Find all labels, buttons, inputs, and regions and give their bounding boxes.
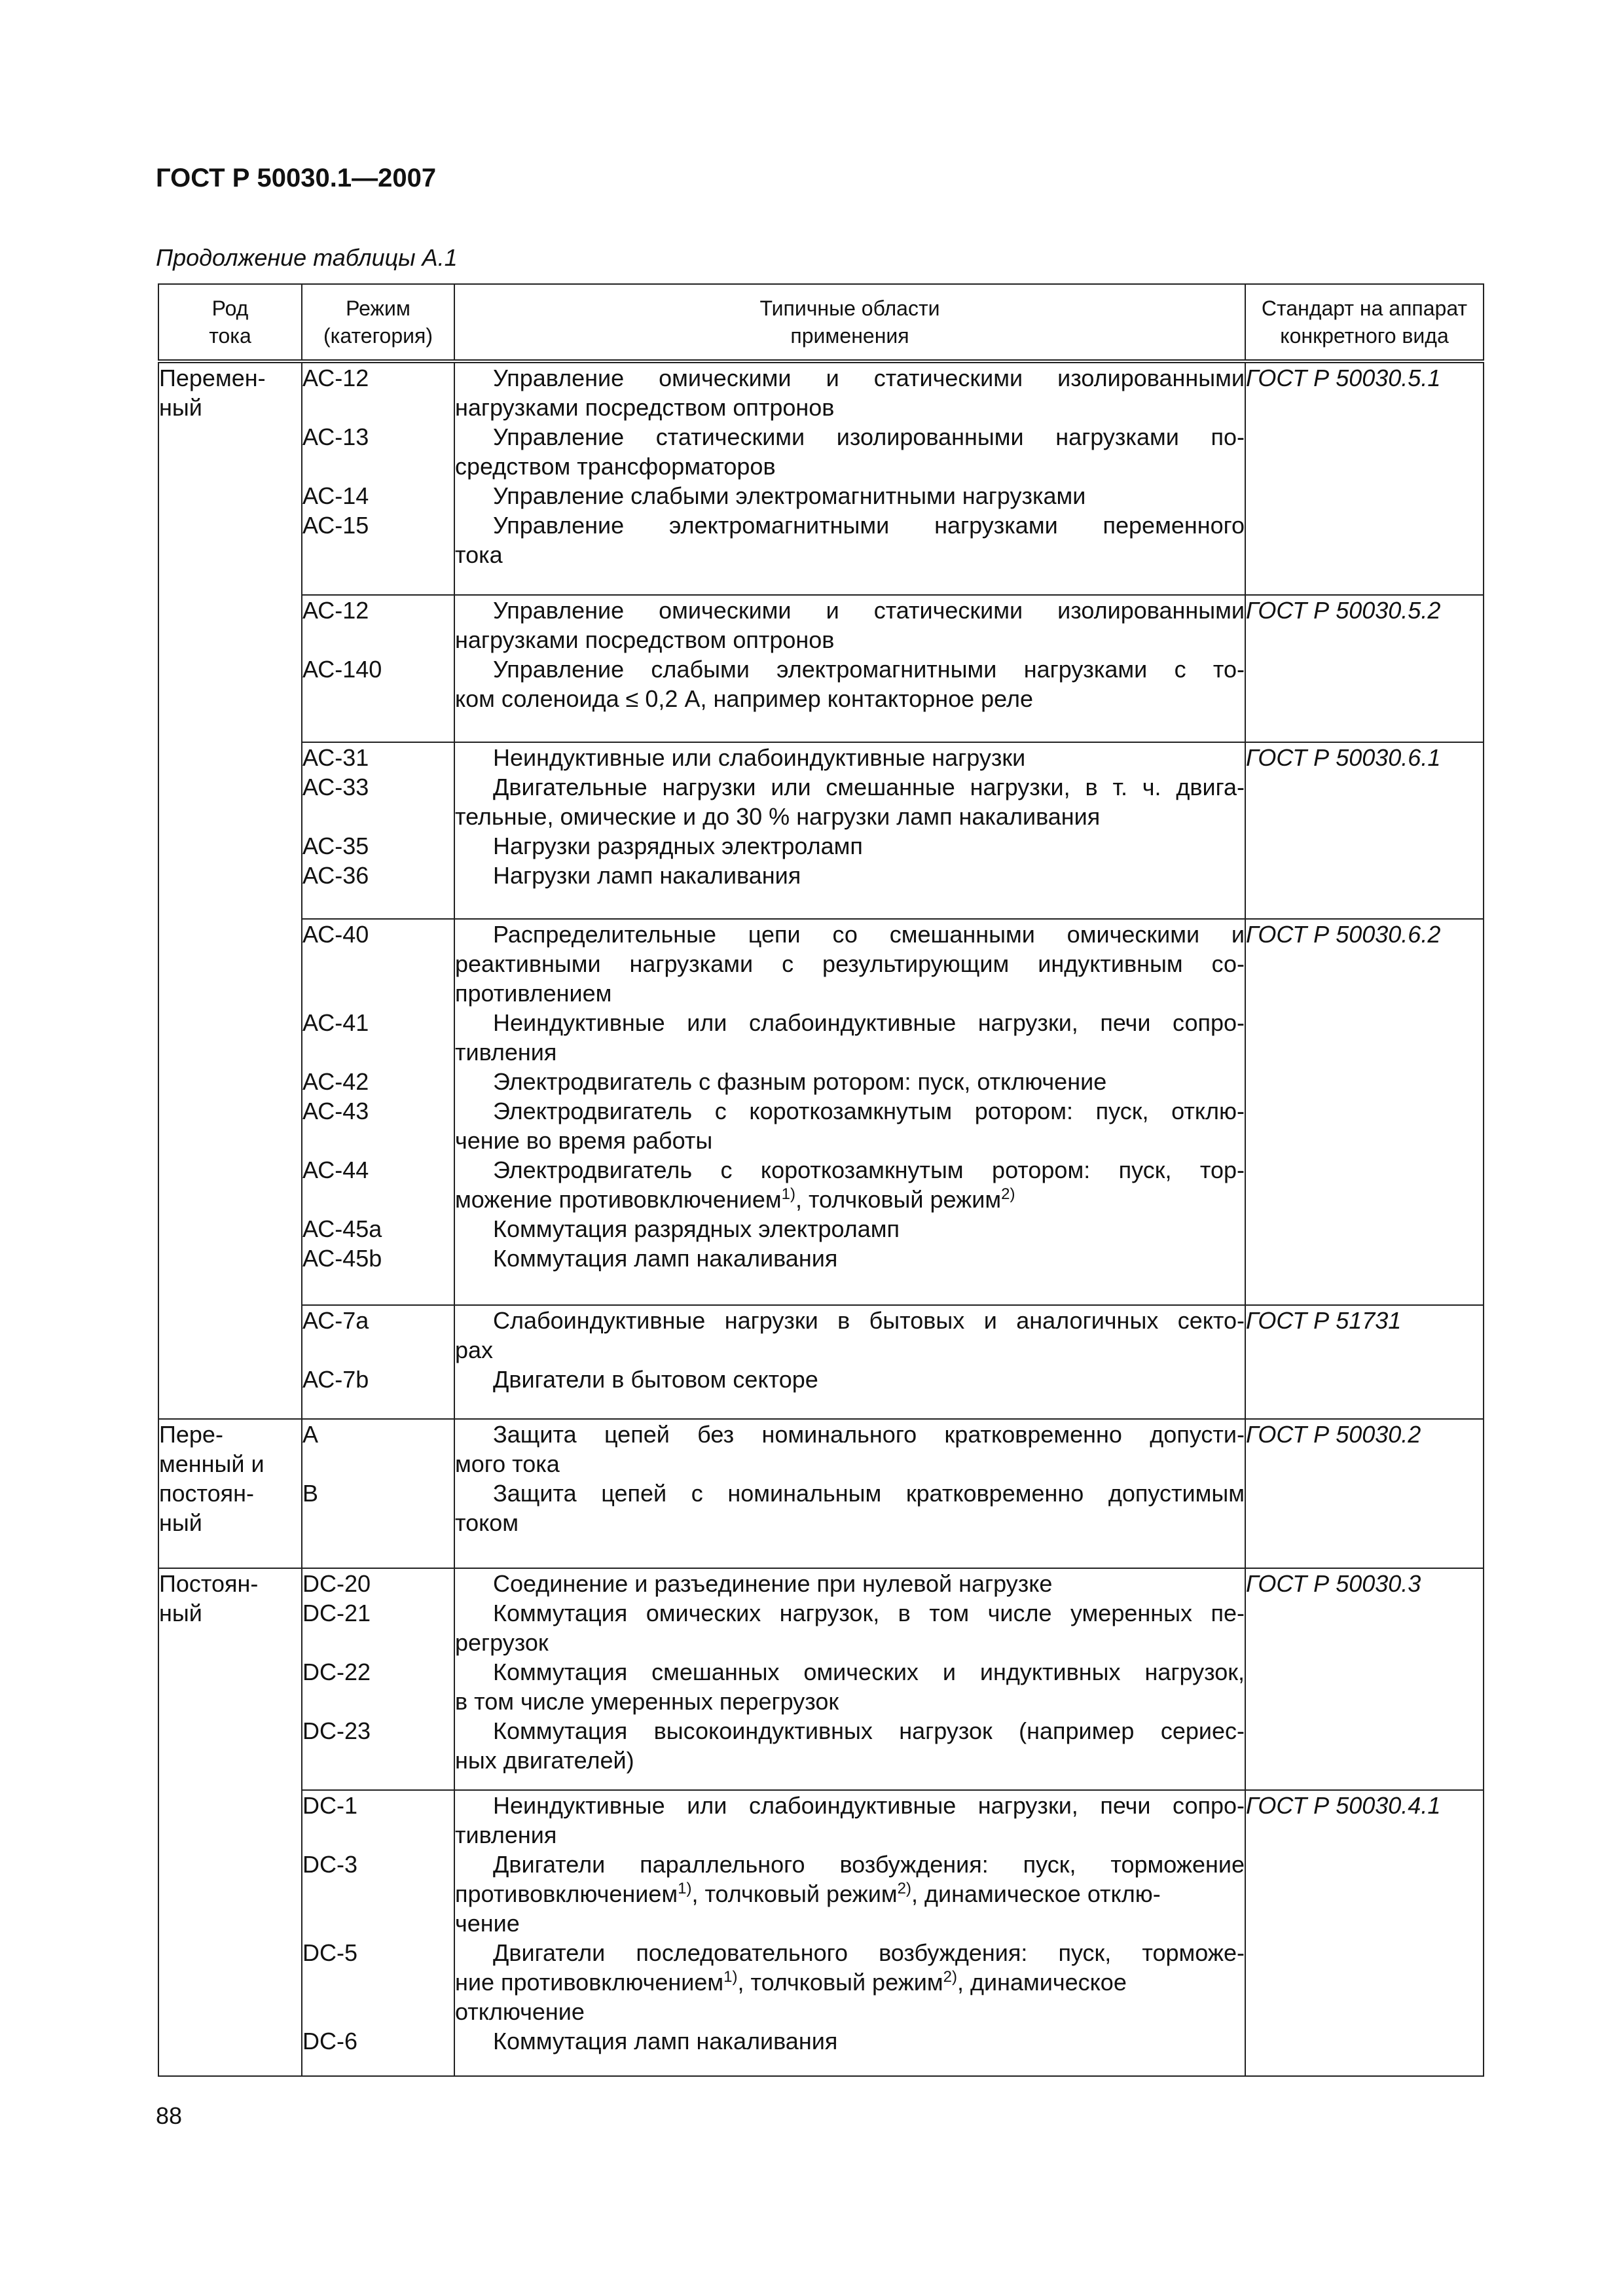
header-text: конкретного вида: [1280, 324, 1449, 348]
application-text: Слабоиндуктивные нагрузки в бытовых и аналогичных секто-: [493, 1307, 1245, 1334]
mode-code: DC-3: [302, 1851, 358, 1878]
mode-code: АС-44: [302, 1157, 369, 1183]
standard-cell: ГОСТ Р 50030.3: [1245, 1568, 1484, 1790]
current-kind-text: ный: [159, 1600, 202, 1626]
application-text: Неиндуктивные или слабоиндуктивные нагрузки, печи сопро-: [493, 1792, 1245, 1819]
mode-code: АС-43: [302, 1098, 369, 1124]
application-text: Коммутация смешанных омических и индуктивных нагрузок,: [493, 1659, 1245, 1685]
application-text-part: противовключением: [455, 1880, 678, 1907]
table-row: [158, 361, 1484, 595]
application-text: Управление омическими и статическими изолированными: [493, 365, 1245, 391]
mode-code: DC-21: [302, 1600, 371, 1626]
mode-code: [302, 1879, 454, 1909]
standard-cell: ГОСТ Р 50030.2: [1245, 1419, 1484, 1568]
application-text-part: , динамическое: [957, 1969, 1127, 1996]
standard-cell: ГОСТ Р 50030.5.2: [1245, 595, 1484, 742]
table-caption: Продолжение таблицы А.1: [156, 244, 458, 271]
table-row: [158, 595, 1484, 742]
mode-cell: [302, 1790, 454, 2076]
application-text: Управление слабыми электромагнитными нагрузками: [493, 482, 1086, 509]
mode-code: [302, 1909, 454, 1938]
footnote-ref: 2): [897, 1880, 911, 1897]
application-text: чение во время работы: [455, 1127, 713, 1154]
table-row: [158, 1305, 1484, 1419]
mode-code: [302, 1037, 454, 1067]
page-number: 88: [156, 2102, 183, 2129]
mode-code: АС-7a: [302, 1307, 369, 1334]
standard-cell: ГОСТ Р 50030.5.1: [1245, 361, 1484, 595]
standard-cell: ГОСТ Р 51731: [1245, 1305, 1484, 1419]
applications-cell: [454, 1305, 1245, 1419]
mode-code: АС-45a: [302, 1215, 382, 1242]
table-row: [158, 1419, 1484, 1568]
application-text: Двигательные нагрузки или смешанные нагрузки, в т. ч. двига-: [493, 774, 1245, 800]
applications-cell: [454, 1790, 1245, 2076]
header-text: Режим: [346, 296, 410, 320]
application-text: Соединение и разъединение при нулевой нагрузке: [493, 1570, 1053, 1597]
footnote-ref: 2): [943, 1968, 957, 1986]
application-text-part: , толчковый режим: [691, 1880, 898, 1907]
mode-code: DC-1: [302, 1792, 358, 1819]
mode-code: DC-6: [302, 2028, 358, 2054]
application-text: тивления: [455, 1821, 557, 1848]
table-row: [158, 919, 1484, 1305]
mode-code: [302, 625, 454, 655]
current-kind-cell: [158, 361, 302, 1419]
mode-code: [302, 1820, 454, 1850]
application-text: Неиндуктивные или слабоиндуктивные нагрузки, печи сопро-: [493, 1009, 1245, 1036]
mode-code: АС-14: [302, 482, 369, 509]
mode-cell: [302, 1419, 454, 1568]
application-text: регрузок: [455, 1629, 549, 1656]
mode-code: АС-13: [302, 423, 369, 450]
application-text: чение: [455, 1910, 520, 1937]
mode-cell: [302, 742, 454, 919]
standard-cell: ГОСТ Р 50030.6.1: [1245, 742, 1484, 919]
mode-code: АС-12: [302, 365, 369, 391]
header-text: (категория): [323, 324, 433, 348]
mode-code: DC-22: [302, 1659, 371, 1685]
footnote-ref: 1): [723, 1968, 738, 1986]
application-text-part: , толчковый режим: [737, 1969, 943, 1996]
standard-cell: ГОСТ Р 50030.6.2: [1245, 919, 1484, 1305]
application-text: рах: [455, 1336, 494, 1363]
mode-code: АС-35: [302, 833, 369, 859]
header-text: тока: [209, 324, 251, 348]
document-title: ГОСТ Р 50030.1—2007: [156, 164, 437, 192]
header-current-kind: [158, 284, 302, 361]
application-text-part: можение противовключением: [455, 1186, 782, 1213]
mode-code: АС-45b: [302, 1245, 382, 1272]
application-text: мого тока: [455, 1450, 560, 1477]
application-text: ных двигателей): [455, 1747, 634, 1774]
application-text: средством трансформаторов: [455, 453, 776, 480]
mode-code: АС-41: [302, 1009, 369, 1036]
current-kind-cell: [158, 1568, 302, 2076]
application-text: Двигатели параллельного возбуждения: пуск, торможение: [493, 1851, 1245, 1878]
application-text-part: ние противовключением: [455, 1969, 724, 1996]
applications-cell: [454, 595, 1245, 742]
mode-code: [302, 978, 454, 1008]
current-kind-text: постоян-: [159, 1480, 254, 1507]
footnote-ref: 1): [781, 1185, 795, 1203]
application-text: тока: [455, 541, 503, 568]
mode-code: DC-23: [302, 1717, 371, 1744]
application-text: в том числе умеренных перегрузок: [455, 1688, 839, 1715]
application-text: Двигатели в бытовом секторе: [493, 1366, 818, 1393]
application-text: Управление слабыми электромагнитными нагрузками с то-: [493, 656, 1245, 683]
application-text: нагрузками посредством оптронов: [455, 394, 835, 421]
application-text: Коммутация разрядных электроламп: [493, 1215, 900, 1242]
mode-code: АС-33: [302, 774, 369, 800]
application-text: [455, 1879, 1245, 1909]
application-text: [455, 1967, 1245, 1997]
application-text: Электродвигатель с короткозамкнутым ротором: пуск, тор-: [493, 1157, 1245, 1183]
mode-code: АС-12: [302, 597, 369, 624]
applications-cell: [454, 1419, 1245, 1568]
application-text: Управление омическими и статическими изолированными: [493, 597, 1245, 624]
mode-code: [302, 949, 454, 978]
current-kind-text: ный: [159, 394, 202, 421]
mode-cell: [302, 919, 454, 1305]
application-text: Нагрузки ламп накаливания: [493, 862, 801, 889]
current-kind-cell: [158, 1419, 302, 1568]
applications-cell: [454, 919, 1245, 1305]
application-text: Управление электромагнитными нагрузками переменного: [493, 512, 1245, 539]
header-applications: [454, 284, 1245, 361]
mode-code: DC-5: [302, 1939, 358, 1966]
standards-table: [158, 283, 1484, 2077]
mode-code: АС-7b: [302, 1366, 369, 1393]
current-kind-text: Перемен-: [159, 365, 266, 391]
mode-code: [302, 1967, 454, 1997]
application-text: Электродвигатель с короткозамкнутым ротором: пуск, отклю-: [493, 1098, 1245, 1124]
application-text: тельные, омические и до 30 % нагрузки ламп накаливания: [455, 803, 1101, 830]
mode-cell: [302, 1305, 454, 1419]
current-kind-text: менный и: [159, 1450, 264, 1477]
application-text: Коммутация высокоиндуктивных нагрузок (например сериес-: [493, 1717, 1245, 1744]
mode-code: [302, 1126, 454, 1155]
application-text: Двигатели последовательного возбуждения: пуск, торможе-: [493, 1939, 1245, 1966]
application-text: [455, 1185, 1245, 1214]
standard-cell: ГОСТ Р 50030.4.1: [1245, 1790, 1484, 2076]
mode-code: [302, 393, 454, 422]
application-text: Распределительные цепи со смешанными омическими и: [493, 921, 1245, 948]
mode-code: [302, 1335, 454, 1365]
mode-code: [302, 452, 454, 481]
table-row: [158, 1790, 1484, 2076]
mode-code: АС-140: [302, 656, 382, 683]
mode-cell: [302, 361, 454, 595]
application-text: Управление статическими изолированными нагрузками по-: [493, 423, 1245, 450]
application-text: Нагрузки разрядных электроламп: [493, 833, 863, 859]
application-text: Коммутация омических нагрузок, в том числе умеренных пе-: [493, 1600, 1245, 1626]
application-text: Защита цепей без номинального кратковременно допусти-: [493, 1421, 1245, 1448]
current-kind-text: Пере-: [159, 1421, 223, 1448]
footnote-ref: 2): [1001, 1185, 1015, 1203]
current-kind-text: ный: [159, 1509, 202, 1536]
application-text: ком соленоида ≤ 0,2 А, например контакторное реле: [455, 685, 1034, 712]
mode-code: [302, 1687, 454, 1716]
application-text: реактивными нагрузками с результирующим индуктивным со-: [455, 950, 1245, 977]
header-text: Род: [211, 296, 249, 320]
header-text: применения: [790, 324, 909, 348]
mode-code: [302, 1997, 454, 2026]
mode-code: [302, 1185, 454, 1214]
applications-cell: [454, 742, 1245, 919]
mode-cell: [302, 595, 454, 742]
mode-code: В: [302, 1480, 319, 1507]
header-text: Типичные области: [759, 296, 940, 320]
application-text: нагрузками посредством оптронов: [455, 626, 835, 653]
table-row: [158, 1568, 1484, 1790]
application-text: тивления: [455, 1039, 557, 1066]
applications-cell: [454, 1568, 1245, 1790]
mode-code: [302, 1449, 454, 1479]
footnote-ref: 1): [678, 1880, 692, 1897]
application-text: отключение: [455, 1998, 585, 2025]
application-text: Электродвигатель с фазным ротором: пуск, отключение: [493, 1068, 1107, 1095]
table-row: [158, 742, 1484, 919]
application-text: Защита цепей с номинальным кратковременно допустимым: [493, 1480, 1245, 1507]
mode-cell: [302, 1568, 454, 1790]
mode-code: А: [302, 1421, 319, 1448]
applications-cell: [454, 361, 1245, 595]
mode-code: DC-20: [302, 1570, 371, 1597]
mode-code: АС-40: [302, 921, 369, 948]
mode-code: АС-15: [302, 512, 369, 539]
header-standard: [1245, 284, 1484, 361]
application-text-part: , толчковый режим: [795, 1186, 1002, 1213]
current-kind-text: Постоян-: [159, 1570, 259, 1597]
application-text: Коммутация ламп накаливания: [493, 1245, 838, 1272]
header-text: Стандарт на аппарат: [1261, 296, 1468, 320]
mode-code: АС-36: [302, 862, 369, 889]
mode-code: АС-31: [302, 744, 369, 771]
application-text: Коммутация ламп накаливания: [493, 2028, 838, 2054]
application-text: током: [455, 1509, 519, 1536]
application-text: Неиндуктивные или слабоиндуктивные нагрузки: [493, 744, 1026, 771]
application-text: противлением: [455, 980, 612, 1007]
table-header-row: [158, 284, 1484, 361]
mode-code: АС-42: [302, 1068, 369, 1095]
application-text-part: , динамическое отклю-: [911, 1880, 1161, 1907]
mode-code: [302, 802, 454, 831]
mode-code: [302, 1628, 454, 1657]
header-mode: [302, 284, 454, 361]
